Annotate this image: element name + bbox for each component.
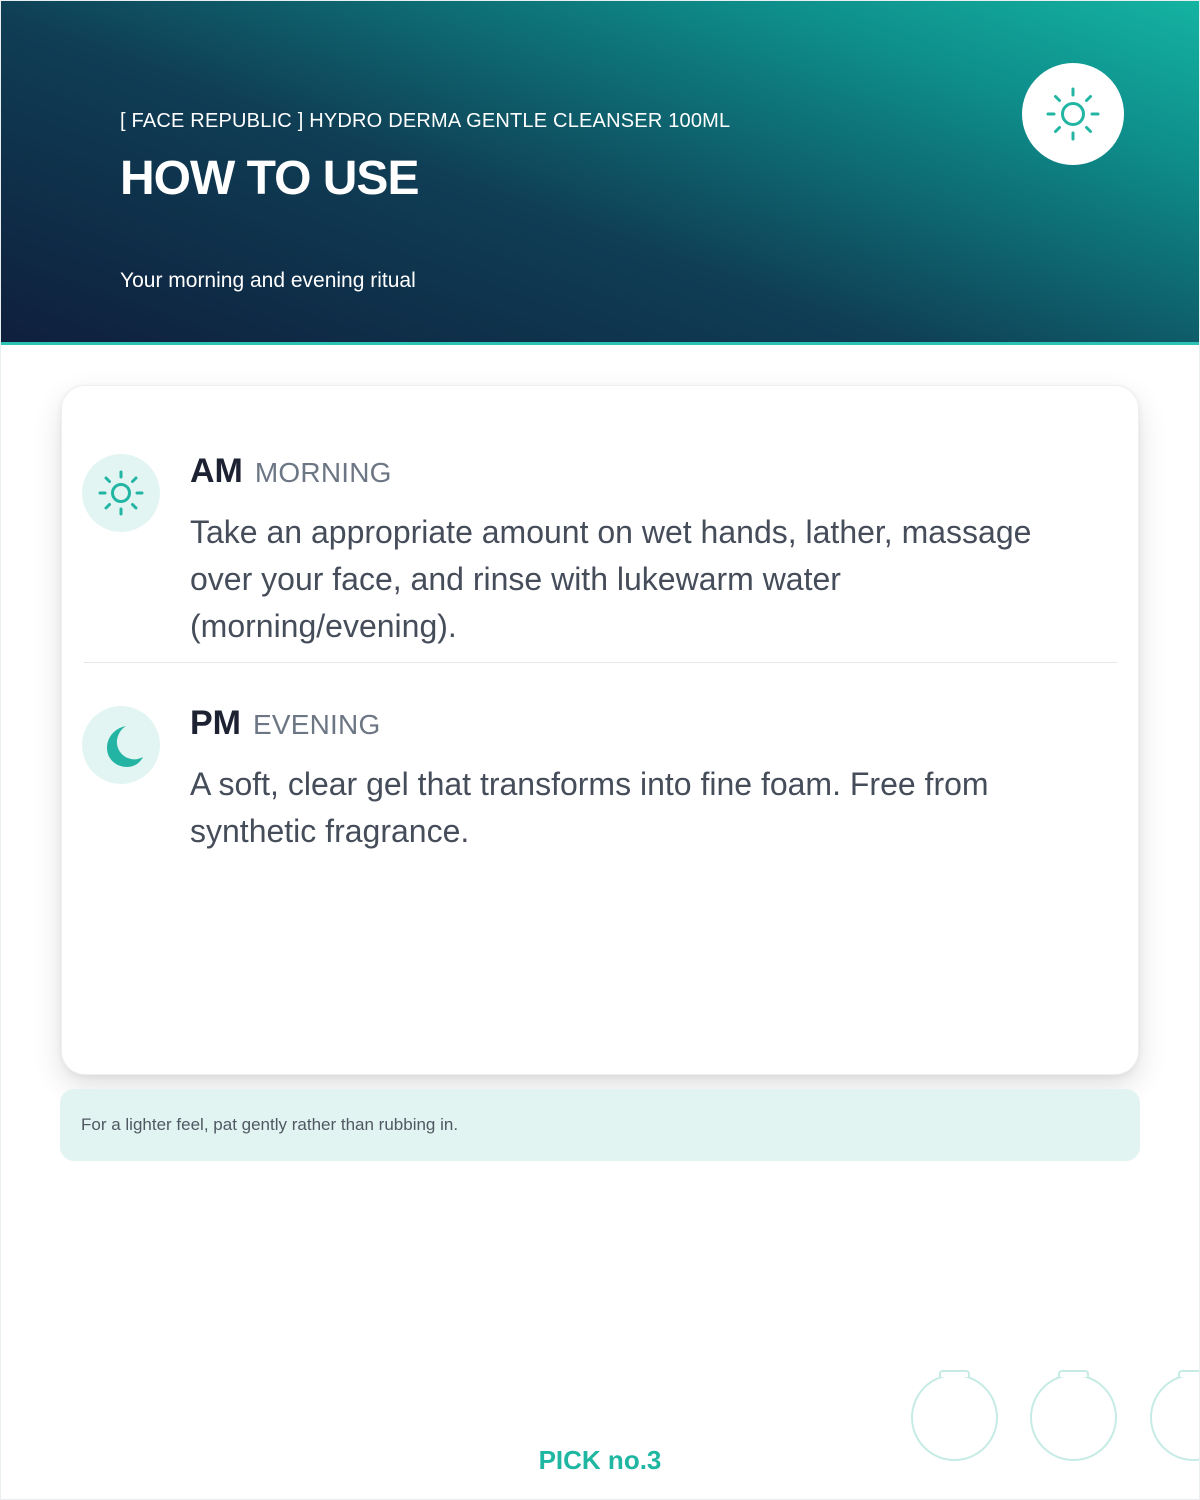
page-subtitle: Your morning and evening ritual <box>120 269 416 292</box>
am-period: MORNING <box>254 457 392 488</box>
am-icon-badge <box>82 454 160 532</box>
header-sun-badge <box>1022 63 1124 165</box>
am-heading <box>190 452 392 496</box>
moon-icon <box>95 719 147 771</box>
pm-code: PM <box>190 704 241 742</box>
sun-icon <box>95 467 147 519</box>
routine-divider <box>84 662 1117 663</box>
product-name: [ FACE REPUBLIC ] HYDRO DERMA GENTLE CLEANSER 100ML <box>120 110 731 132</box>
tip-box <box>60 1089 1140 1161</box>
pm-icon-badge <box>82 706 160 784</box>
tip-text: For a lighter feel, pat gently rather than rubbing in. <box>81 1115 459 1134</box>
pick-label: PICK no.3 <box>538 1445 662 1475</box>
am-instructions: Take an appropriate amount on wet hands, lather, massage over your face, and rinse with lukewarm water (morning/evening). <box>190 514 1032 644</box>
pm-heading <box>190 704 380 748</box>
hero-header <box>0 0 1200 345</box>
sun-icon <box>1043 84 1103 144</box>
usage-card <box>61 385 1139 1075</box>
am-code: AM <box>190 452 243 490</box>
pm-instructions: A soft, clear gel that transforms into fine foam. Free from synthetic fragrance. <box>190 766 989 849</box>
page-title: HOW TO USE <box>120 152 419 205</box>
pm-period: EVENING <box>253 709 381 740</box>
